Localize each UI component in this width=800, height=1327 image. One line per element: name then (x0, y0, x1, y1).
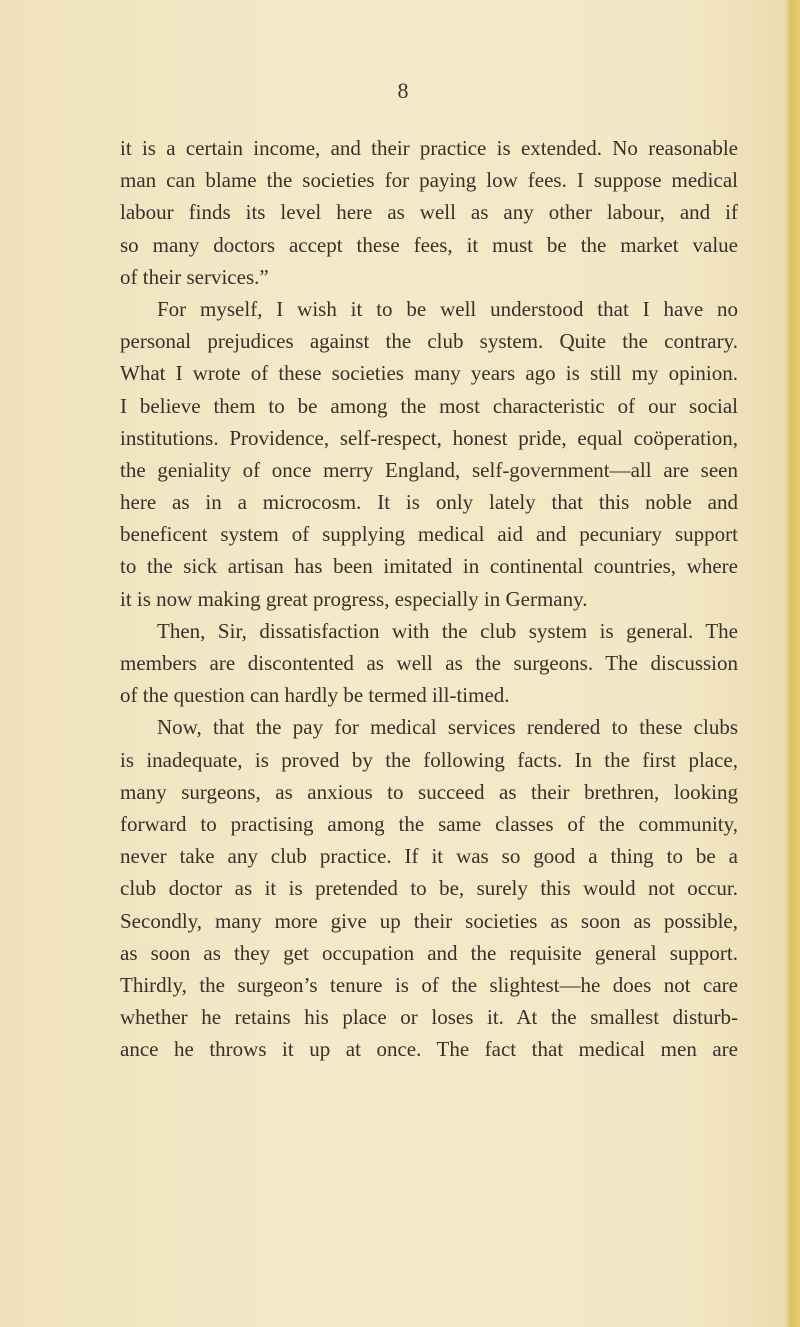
text-line: Then, Sir, dissatisfaction with the club system is general. The (157, 618, 738, 643)
text-line: beneficent system of supplying medical aid and pecuniary support (120, 522, 738, 547)
body-text (120, 132, 738, 1065)
text-line: never take any club practice. If it was so good a thing to be a (120, 844, 738, 869)
text-line: forward to practising among the same classes of the community, (120, 811, 738, 836)
text-line: whether he retains his place or loses it. At the smallest disturb- (120, 1005, 738, 1030)
page-edge (784, 0, 800, 1327)
text-line: as soon as they get occupation and the requisite general support. (120, 940, 738, 965)
text-line: man can blame the societies for paying low fees. I suppose medical (120, 168, 738, 193)
text-line: many surgeons, as anxious to succeed as their brethren, looking (120, 779, 738, 804)
text-line: ance he throws it up at once. The fact that medical men are (120, 1037, 738, 1062)
text-line: For myself, I wish it to be well understood that I have no (157, 296, 738, 321)
text-line: Now, that the pay for medical services rendered to these clubs (157, 715, 738, 740)
text-line: members are discontented as well as the surgeons. The discussion (120, 651, 738, 675)
text-line: institutions. Providence, self-respect, honest pride, equal coöperation, (120, 425, 738, 450)
text-line: club doctor as it is pretended to be, surely this would not occur. (120, 876, 738, 901)
text-line: Thirdly, the surgeon’s tenure is of the slightest—he does not care (120, 972, 738, 997)
text-line: I believe them to be among the most characteristic of our social (120, 393, 738, 418)
text-line: to the sick artisan has been imitated in continental countries, where (120, 554, 738, 579)
text-line: personal prejudices against the club system. Quite the contrary. (120, 329, 738, 354)
text-line: is inadequate, is proved by the following facts. In the first place, (120, 747, 738, 772)
text-line: Secondly, many more give up their societies as soon as possible, (120, 908, 738, 933)
text-line: the geniality of once merry England, self-government—all are seen (120, 457, 738, 482)
text-line: of the question can hardly be termed ill-timed. (120, 683, 510, 708)
page-number: 8 (397, 78, 409, 103)
text-line: it is a certain income, and their practice is extended. No reasonable (120, 136, 738, 160)
text-line: of their services.” (120, 264, 269, 289)
text-line: What I wrote of these societies many years ago is still my opinion. (120, 361, 738, 386)
text-line: here as in a microcosm. It is only lately that this noble and (120, 490, 738, 515)
text-line: so many doctors accept these fees, it must be the market value (120, 232, 738, 257)
text-line: labour finds its level here as well as any other labour, and if (120, 200, 738, 225)
text-line: it is now making great progress, especially in Germany. (120, 586, 588, 611)
